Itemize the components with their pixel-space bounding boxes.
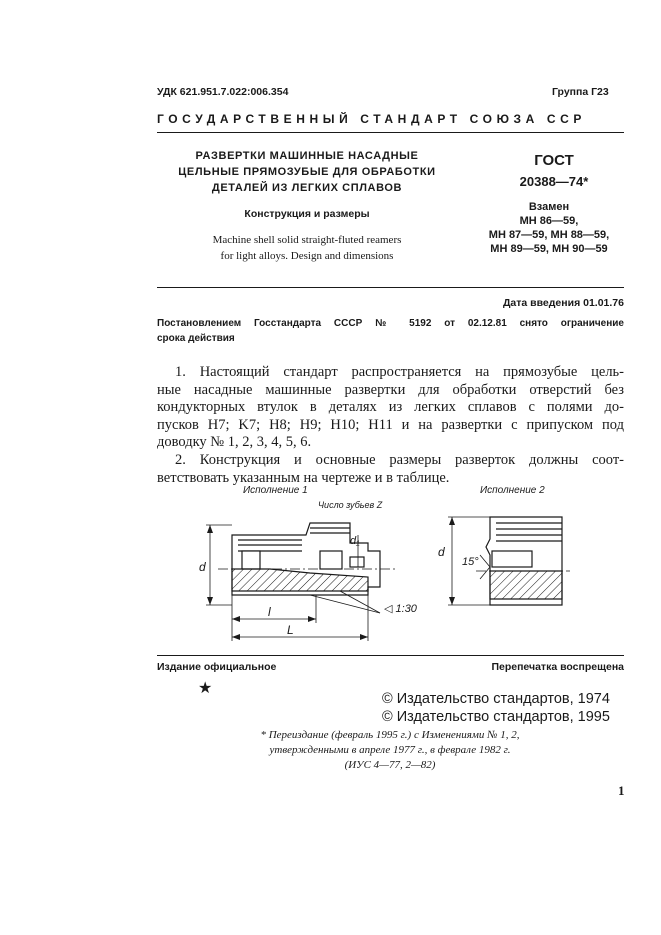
angle-label: 15° [462,556,479,568]
title-ru-line: ДЕТАЛЕЙ ИЗ ЛЕГКИХ СПЛАВОВ [211,182,403,194]
note-line: (ИУС 4—77, 2—82) [344,759,436,771]
decree-line-2: срока действия [157,333,235,344]
reissue-note [225,728,555,773]
udk-code: УДК 621.951.7.022:006.354 [157,86,289,98]
banner-rule [157,132,624,133]
copyright-block [382,690,610,726]
title-rule [157,287,624,288]
dimension-L: L [287,623,294,637]
note-line: утвержденными в апреле 1977 г., в феврале 1982 г. [269,744,511,756]
teeth-label: Число зубьев Z [318,500,383,510]
title-en [157,232,457,264]
reprint-prohibited: Перепечатка воспрещена [491,661,624,673]
star-icon: ★ [198,680,213,697]
title-en-line: Machine shell solid straight-fluted reamers [212,234,402,246]
paragraph-1 [157,364,624,452]
note-line: * Переиздание (февраль 1995 г.) с Изменениями № 1, 2, [260,729,520,741]
title-ru-line: ЦЕЛЬНЫЕ ПРЯМОЗУБЫЕ ДЛЯ ОБРАБОТКИ [178,166,436,178]
p1-line: доводку № 1, 2, 3, 4, 5, 6. [157,434,312,450]
reamer-drawing [190,495,630,645]
replaces-label: Взамен [528,201,570,213]
variant-1-body [218,523,395,595]
p2-line: ветствовать указанным на чертеже и в таблице. [157,469,450,486]
gost-label: ГОСТ [534,152,574,169]
paragraph-2 [157,452,624,487]
taper-label: ◁ 1:30 [384,603,417,615]
variant-1-label: Исполнение 1 [243,485,308,496]
page-number: 1 [618,783,625,798]
title-en-line: for light alloys. Design and dimensions [220,250,394,262]
p1-line: пусков H7; K7; H8; H9; H10; H11 и на развертки с припуском под [157,416,624,433]
title-ru-line: РАЗВЕРТКИ МАШИННЫЕ НАСАДНЫЕ [195,150,419,162]
dimension-d1: d₁ [350,535,360,547]
p1-line: 1. Настоящий стандарт распространяется на прямозубые цель- [175,364,624,380]
subtitle: Конструкция и размеры [244,208,370,220]
p1-line: ные насадные машинные развертки для обработки отверстий без [157,381,624,398]
p1-line: кондукторных втулок в деталях из легких сплавов с полями до- [157,399,624,415]
standard-banner: ГОСУДАРСТВЕННЫЙ СТАНДАРТ СОЮЗА ССР [157,112,586,126]
p2-line: 2. Конструкция и основные размеры разверток должны соот- [175,452,624,468]
dimension-d-variant2: d [438,545,445,559]
replaces-line: МН 87—59, МН 88—59, [488,229,610,241]
dimension-d: d [199,560,206,574]
decree-line-1: Постановлением Госстандарта СССР № 5192 от 02.12.81 снято ограничение [157,318,624,329]
footer-rule [157,655,624,656]
title-ru [157,148,457,196]
effective-date: Дата введения 01.01.76 [502,297,624,309]
replaces-block [474,200,624,256]
dimension-l: l [268,605,271,619]
official-edition: Издание официальное [157,661,277,673]
group-code: Группа Г23 [552,86,609,98]
variant-2-label: Исполнение 2 [480,485,545,496]
variant-2-body [476,517,570,605]
copyright-line: © Издательство стандартов, 1974 [382,691,610,707]
gost-number: 20388—74* [519,174,589,189]
replaces-line: МН 89—59, МН 90—59 [490,243,608,255]
copyright-line: © Издательство стандартов, 1995 [382,709,610,725]
replaces-line: МН 86—59, [519,215,579,227]
